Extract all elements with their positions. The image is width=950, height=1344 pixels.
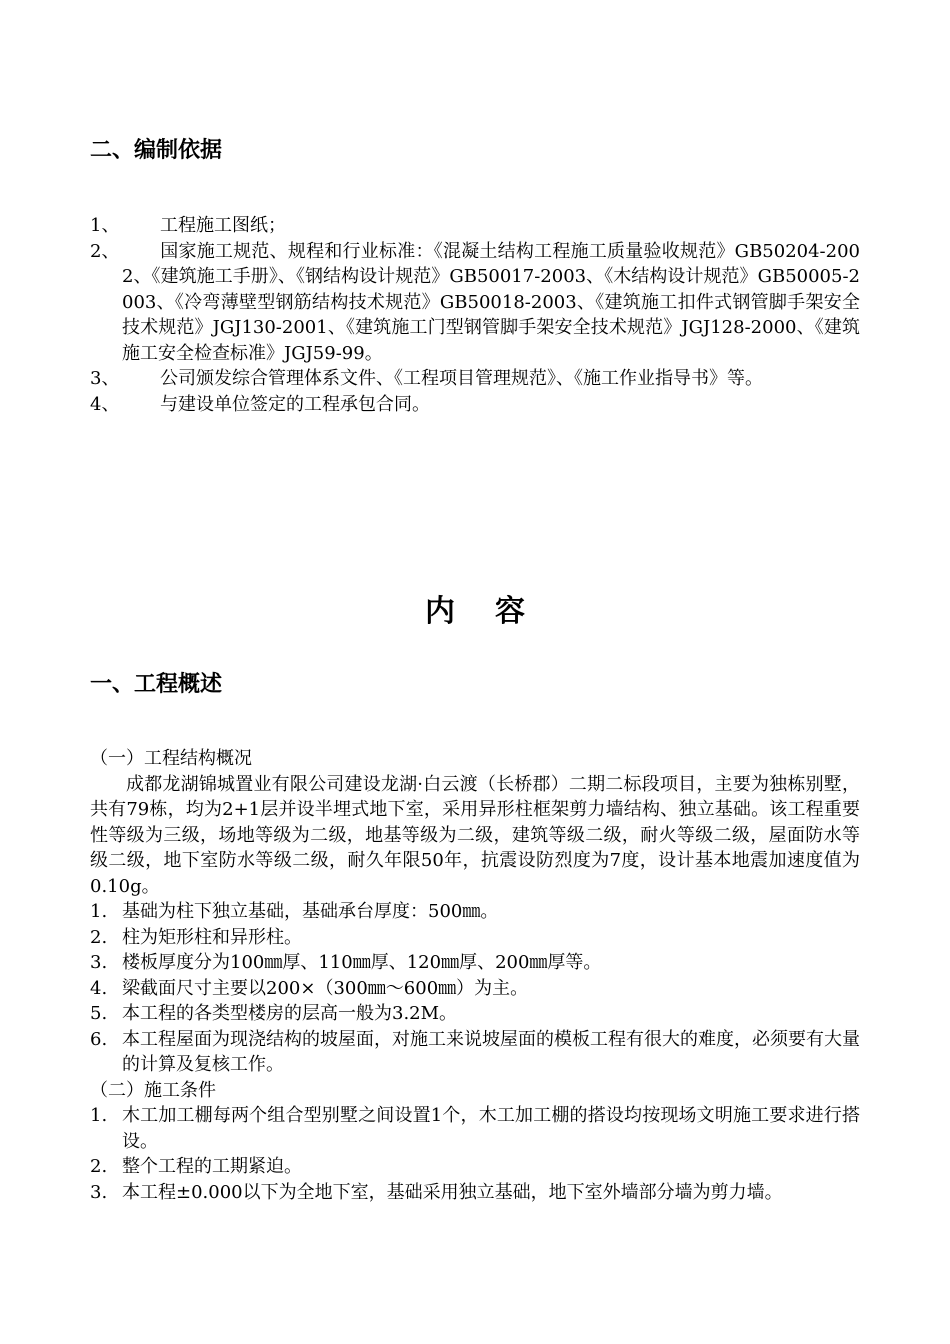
list-item-number: 4、 [90, 393, 120, 415]
subsection-heading: （一）工程结构概况 [90, 748, 252, 769]
list-item-number: 3、 [90, 368, 120, 389]
list-item [90, 239, 860, 367]
list-item [90, 1001, 860, 1027]
list-item [90, 392, 860, 418]
list-item [90, 950, 860, 976]
list-item [90, 1027, 860, 1078]
list-item-text: 工程施工图纸； [160, 215, 286, 236]
overview-paragraph: 成都龙湖锦城置业有限公司建设龙湖·白云渡（长桥郡）二期二标段项目，主要为独栋别墅，共有79栋，均为2+1层并设半埋式地下室，采用异形柱框架剪力墙结构、独立基础。该工程重要性等级为三级，场地等级为二级，地基等级为二级，建筑等级二级，耐火等级二级，屋面防水等级二级，地下室防水等级二级，耐久年限50年，抗震设防烈度为7度，设计基本地震加速度值为0.10g。 [90, 773, 860, 897]
list-item-text: 与建设单位签定的工程承包合同。 [160, 393, 430, 415]
list-item-text: 楼板厚度分为100㎜厚、110㎜厚、120㎜厚、200㎜厚等。 [122, 952, 602, 973]
list-item-text: 本工程的各类型楼房的层高一般为3.2M。 [122, 1003, 458, 1024]
list-item-number: 4. [90, 977, 108, 999]
list-item-text: 公司颁发综合管理体系文件、《工程项目管理规范》、《施工作业指导书》等。 [160, 368, 763, 389]
list-item-number: 6. [90, 1028, 108, 1050]
list-item-text: 梁截面尺寸主要以200×（300㎜～600㎜）为主。 [122, 977, 529, 999]
content-title: 内容 [425, 594, 565, 629]
list-item [90, 1154, 860, 1180]
list-item-number: 1、 [90, 215, 120, 236]
list-item-text: 本工程屋面为现浇结构的坡屋面，对施工来说坡屋面的模板工程有很大的难度，必须要有大量的计算及复核工作。 [122, 1028, 860, 1075]
list-item [90, 925, 860, 951]
list-item-number: 2、 [90, 240, 120, 262]
list-item-number: 1. [90, 1105, 108, 1126]
subsection-heading: （二）施工条件 [90, 1079, 216, 1101]
list-item-number: 2. [90, 926, 108, 948]
list-item-number: 5. [90, 1003, 108, 1024]
list-item-text: 整个工程的工期紧迫。 [122, 1156, 302, 1177]
list-item-text: 基础为柱下独立基础，基础承台厚度：500㎜。 [122, 901, 499, 922]
basis-list [90, 213, 860, 417]
list-item-number: 3. [90, 1181, 108, 1203]
section-heading-overview: 一、工程概述 [90, 672, 223, 697]
list-item-number: 3. [90, 952, 108, 973]
list-item [90, 213, 860, 239]
overview-body [90, 746, 860, 1205]
list-item [90, 1180, 860, 1206]
list-item [90, 976, 860, 1002]
list-item [90, 366, 860, 392]
list-item-number: 1. [90, 901, 108, 922]
list-item [90, 1103, 860, 1154]
list-item-text: 国家施工规范、规程和行业标准：《混凝土结构工程施工质量验收规范》GB50204-2002、《建筑施工手册》、《钢结构设计规范》GB50017-2003、《木结构设计规范》GB50005-2003、《冷弯薄壁型钢筋结构技术规范》GB50018-2003、《建筑施工扣件式钢管脚手架安全技术规范》JGJ130-2001、《建筑施工门型钢管脚手架安全技术规范》JGJ128-2000、《建筑施工安全检查标准》JGJ59-99。 [122, 240, 860, 364]
list-item-text: 柱为矩形柱和异形柱。 [122, 926, 302, 948]
section-heading-basis: 二、编制依据 [90, 138, 223, 163]
list-item-number: 2. [90, 1156, 108, 1177]
list-item-text: 木工加工棚每两个组合型别墅之间设置1个，木工加工棚的搭设均按现场文明施工要求进行搭设。 [122, 1105, 860, 1152]
list-item [90, 899, 860, 925]
list-item-text: 本工程±0.000以下为全地下室，基础采用独立基础，地下室外墙部分墙为剪力墙。 [122, 1181, 783, 1203]
